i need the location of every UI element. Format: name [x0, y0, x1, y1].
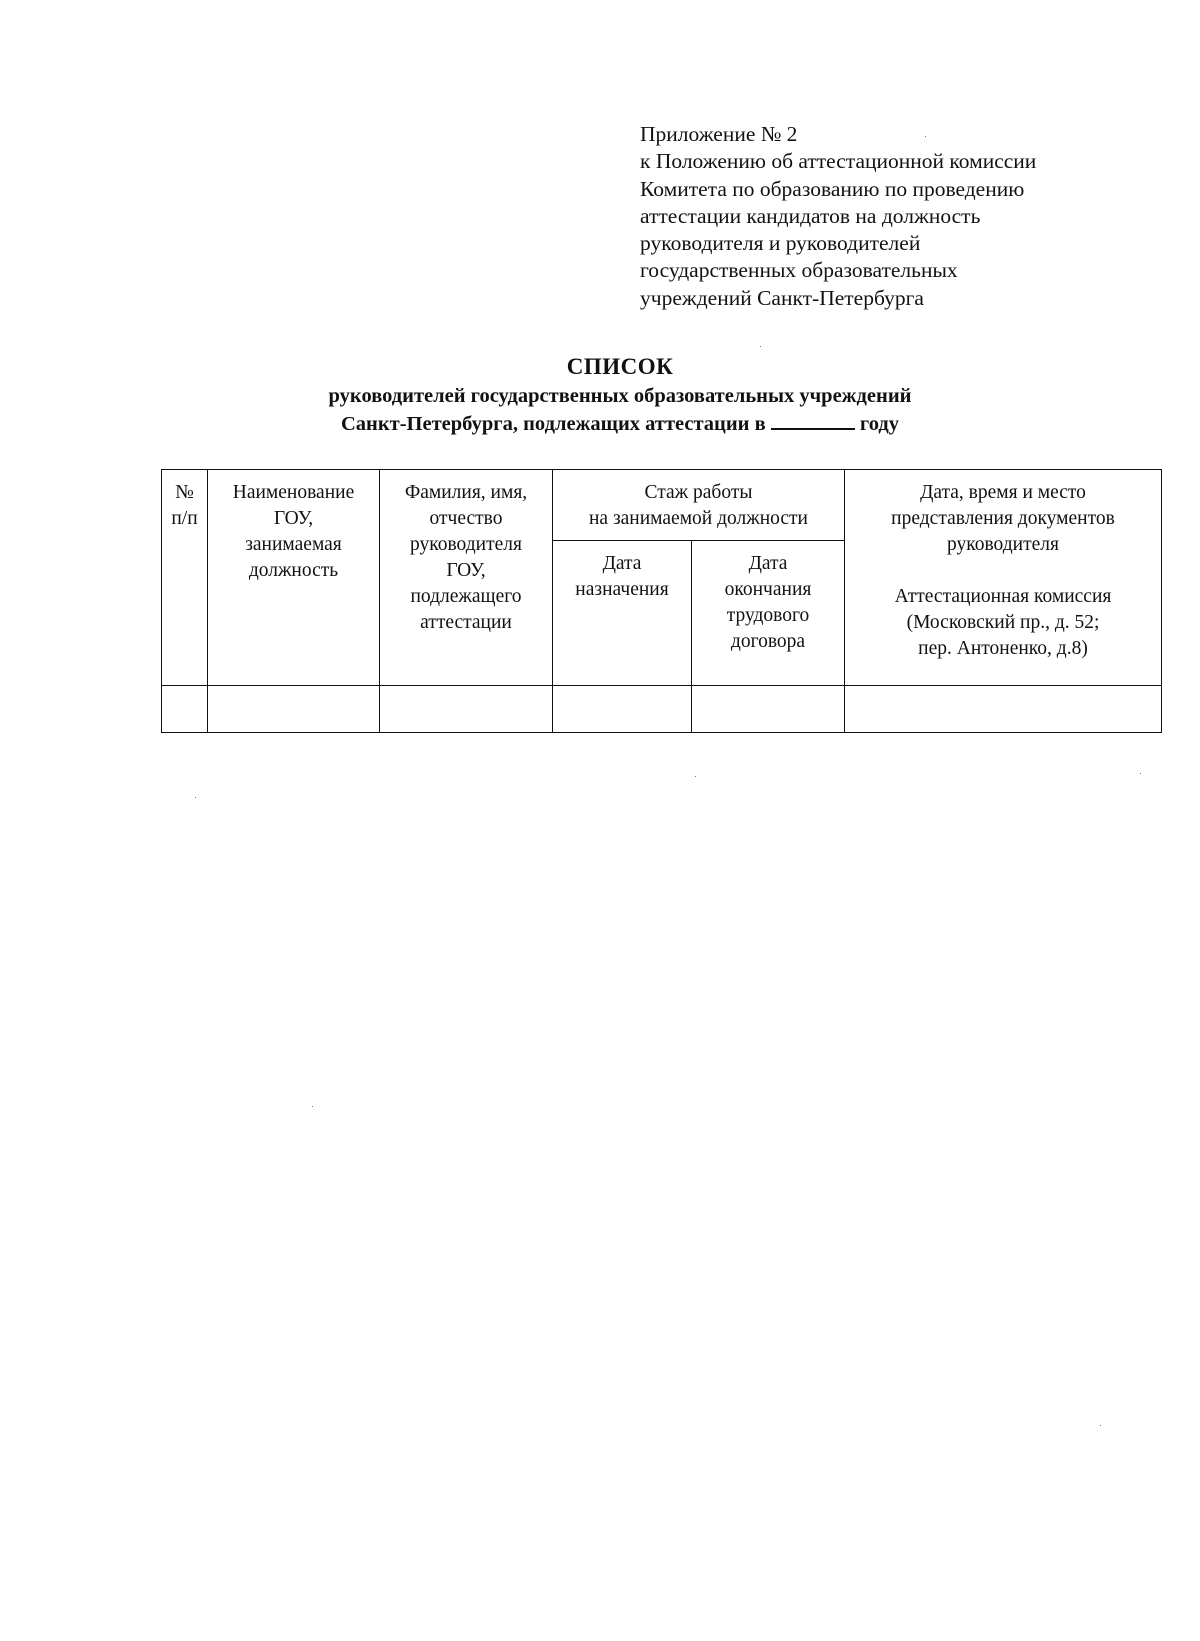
document-title — [160, 352, 1080, 438]
header-work-experience: Стаж работы на занимаемой должности — [553, 470, 845, 541]
appendix-line: государственных образовательных — [640, 258, 958, 283]
appendix-line: к Положению об аттестационной комиссии — [640, 149, 1037, 174]
appendix-line: учреждений Санкт-Петербурга — [640, 285, 924, 310]
scan-speck — [1140, 773, 1141, 774]
appendix-line: руководителя и руководителей — [640, 231, 921, 256]
title-line-1: руководителей государственных образовательных учреждений — [328, 385, 912, 407]
scan-speck — [312, 1106, 313, 1107]
table-row — [162, 686, 1162, 733]
table-cell — [845, 686, 1162, 733]
title-line-2 — [160, 410, 1080, 438]
table-cell — [553, 686, 692, 733]
title-line-2-start: Санкт-Петербурга, подлежащих аттестации в — [340, 413, 766, 435]
table-cell — [380, 686, 553, 733]
table-cell — [208, 686, 380, 733]
appendix-line: Комитета по образованию по проведению — [640, 176, 1025, 201]
table-cell — [692, 686, 845, 733]
scan-speck — [195, 797, 196, 798]
scan-speck — [925, 136, 926, 137]
commission-address: (Московский пр., д. 52; — [906, 612, 1100, 633]
commission-name: Аттестационная комиссия — [894, 586, 1112, 607]
scan-speck — [695, 776, 696, 777]
attestation-table-grid — [161, 469, 1162, 733]
appendix-header — [640, 121, 1140, 312]
scan-speck — [1100, 1425, 1101, 1426]
scan-speck — [760, 346, 761, 347]
appendix-line: Приложение № 2 — [640, 122, 798, 146]
header-full-name: Фамилия, имя, отчество руководителя ГОУ, подлежащего аттестации — [380, 470, 553, 686]
commission-address: пер. Антоненко, д.8) — [918, 638, 1088, 659]
year-blank-field — [771, 410, 855, 430]
table-cell — [162, 686, 208, 733]
appendix-line: аттестации кандидатов на должность — [640, 203, 981, 228]
header-contract-end-date: Дата окончания трудового договора — [692, 541, 845, 686]
header-submission-info: Дата, время и место представления документов руководителя Аттестационная комиссия (Московский пр., д. 52; пер. Антоненко, д.8) — [845, 470, 1162, 686]
header-institution-position: Наименование ГОУ, занимаемая должность — [208, 470, 380, 686]
title-main: СПИСОК — [566, 354, 674, 379]
attestation-table — [161, 469, 1162, 733]
header-appointment-date: Дата назначения — [553, 541, 692, 686]
header-number: № п/п — [162, 470, 208, 686]
title-line-2-end: году — [859, 413, 899, 435]
